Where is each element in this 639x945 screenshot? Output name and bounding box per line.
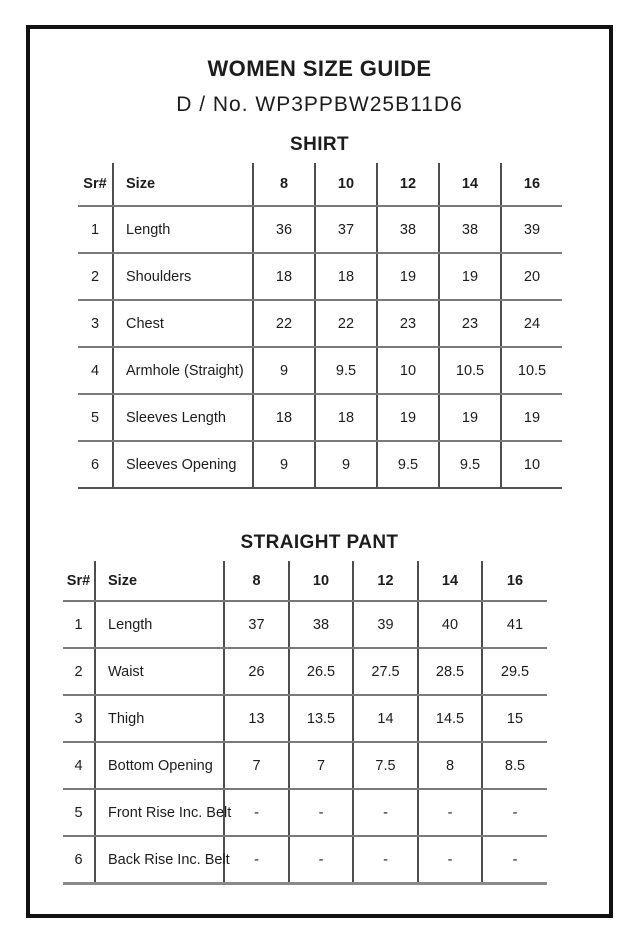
cell-value: 10.5 xyxy=(501,347,562,394)
cell-value: 37 xyxy=(224,601,289,648)
cell-value: 38 xyxy=(377,206,439,253)
table-row xyxy=(78,300,562,347)
cell-sr: 3 xyxy=(78,300,113,347)
cell-value: - xyxy=(224,789,289,836)
cell-value: 14 xyxy=(353,695,418,742)
page-title: WOMEN SIZE GUIDE xyxy=(207,56,432,81)
cell-measure-label: Waist xyxy=(95,648,224,695)
cell-value: 9.5 xyxy=(315,347,377,394)
cell-value: 19 xyxy=(377,253,439,300)
col-header-14: 14 xyxy=(439,163,501,206)
table-row xyxy=(78,253,562,300)
cell-value: 8.5 xyxy=(482,742,547,789)
cell-measure-label: Length xyxy=(95,601,224,648)
cell-value: 18 xyxy=(315,253,377,300)
cell-measure-label: Chest xyxy=(113,300,253,347)
table-row xyxy=(63,648,547,695)
cell-value: 23 xyxy=(439,300,501,347)
cell-value: 39 xyxy=(501,206,562,253)
pant-section-title: STRAIGHT PANT xyxy=(240,532,399,553)
cell-value: 14.5 xyxy=(418,695,482,742)
cell-measure-label: Shoulders xyxy=(113,253,253,300)
table-row xyxy=(78,441,562,488)
cell-sr: 6 xyxy=(63,836,95,884)
table-row xyxy=(63,836,547,884)
cell-value: 38 xyxy=(289,601,353,648)
cell-sr: 2 xyxy=(63,648,95,695)
cell-value: 24 xyxy=(501,300,562,347)
cell-value: 27.5 xyxy=(353,648,418,695)
cell-value: 19 xyxy=(439,253,501,300)
cell-measure-label: Front Rise Inc. Belt xyxy=(95,789,224,836)
cell-sr: 1 xyxy=(63,601,95,648)
cell-measure-label: Sleeves Opening xyxy=(113,441,253,488)
cell-value: 19 xyxy=(439,394,501,441)
col-header-10: 10 xyxy=(289,561,353,601)
cell-value: - xyxy=(482,836,547,884)
cell-value: 36 xyxy=(253,206,315,253)
cell-value: 7.5 xyxy=(353,742,418,789)
cell-measure-label: Length xyxy=(113,206,253,253)
table-row xyxy=(78,394,562,441)
cell-value: 15 xyxy=(482,695,547,742)
shirt-header-row xyxy=(78,163,562,206)
col-header-12: 12 xyxy=(377,163,439,206)
cell-sr: 5 xyxy=(78,394,113,441)
cell-value: 9 xyxy=(315,441,377,488)
cell-measure-label: Thigh xyxy=(95,695,224,742)
cell-value: 18 xyxy=(253,253,315,300)
col-header-sr: Sr# xyxy=(63,561,95,601)
cell-value: 19 xyxy=(501,394,562,441)
cell-value: 37 xyxy=(315,206,377,253)
col-header-12: 12 xyxy=(353,561,418,601)
cell-value: 10 xyxy=(377,347,439,394)
cell-value: 10 xyxy=(501,441,562,488)
cell-value: 8 xyxy=(418,742,482,789)
cell-value: 13 xyxy=(224,695,289,742)
cell-value: 9 xyxy=(253,441,315,488)
cell-measure-label: Armhole (Straight) xyxy=(113,347,253,394)
cell-value: 23 xyxy=(377,300,439,347)
col-header-16: 16 xyxy=(482,561,547,601)
cell-sr: 4 xyxy=(78,347,113,394)
table-row xyxy=(63,789,547,836)
cell-value: 7 xyxy=(224,742,289,789)
cell-value: - xyxy=(289,789,353,836)
cell-value: 9.5 xyxy=(439,441,501,488)
cell-value: 40 xyxy=(418,601,482,648)
cell-value: 29.5 xyxy=(482,648,547,695)
cell-value: - xyxy=(418,789,482,836)
cell-sr: 3 xyxy=(63,695,95,742)
cell-value: - xyxy=(224,836,289,884)
cell-measure-label: Sleeves Length xyxy=(113,394,253,441)
table-row xyxy=(78,206,562,253)
cell-value: 7 xyxy=(289,742,353,789)
cell-value: 18 xyxy=(253,394,315,441)
cell-value: 9 xyxy=(253,347,315,394)
col-header-8: 8 xyxy=(224,561,289,601)
cell-sr: 6 xyxy=(78,441,113,488)
cell-value: - xyxy=(353,836,418,884)
cell-value: 41 xyxy=(482,601,547,648)
cell-sr: 1 xyxy=(78,206,113,253)
col-header-size: Size xyxy=(95,561,224,601)
col-header-10: 10 xyxy=(315,163,377,206)
table-row xyxy=(63,742,547,789)
col-header-14: 14 xyxy=(418,561,482,601)
col-header-size: Size xyxy=(113,163,253,206)
cell-value: - xyxy=(289,836,353,884)
cell-value: 19 xyxy=(377,394,439,441)
pant-size-table xyxy=(63,561,547,885)
cell-value: 22 xyxy=(253,300,315,347)
col-header-16: 16 xyxy=(501,163,562,206)
shirt-size-table xyxy=(78,163,562,489)
cell-sr: 4 xyxy=(63,742,95,789)
shirt-section-title: SHIRT xyxy=(290,134,349,155)
cell-value: 13.5 xyxy=(289,695,353,742)
cell-value: 10.5 xyxy=(439,347,501,394)
col-header-sr: Sr# xyxy=(78,163,113,206)
cell-value: 18 xyxy=(315,394,377,441)
design-number: D / No. WP3PPBW25B11D6 xyxy=(176,93,463,116)
cell-value: 39 xyxy=(353,601,418,648)
table-row xyxy=(78,347,562,394)
cell-value: 28.5 xyxy=(418,648,482,695)
cell-value: 9.5 xyxy=(377,441,439,488)
cell-measure-label: Back Rise Inc. Belt xyxy=(95,836,224,884)
cell-value: - xyxy=(353,789,418,836)
table-row xyxy=(63,601,547,648)
cell-value: 26 xyxy=(224,648,289,695)
cell-value: 22 xyxy=(315,300,377,347)
cell-value: 38 xyxy=(439,206,501,253)
cell-value: 20 xyxy=(501,253,562,300)
page-frame xyxy=(26,25,613,918)
cell-sr: 2 xyxy=(78,253,113,300)
table-row xyxy=(63,695,547,742)
cell-value: - xyxy=(418,836,482,884)
cell-value: 26.5 xyxy=(289,648,353,695)
col-header-8: 8 xyxy=(253,163,315,206)
pant-header-row xyxy=(63,561,547,601)
cell-value: - xyxy=(482,789,547,836)
cell-measure-label: Bottom Opening xyxy=(95,742,224,789)
cell-sr: 5 xyxy=(63,789,95,836)
